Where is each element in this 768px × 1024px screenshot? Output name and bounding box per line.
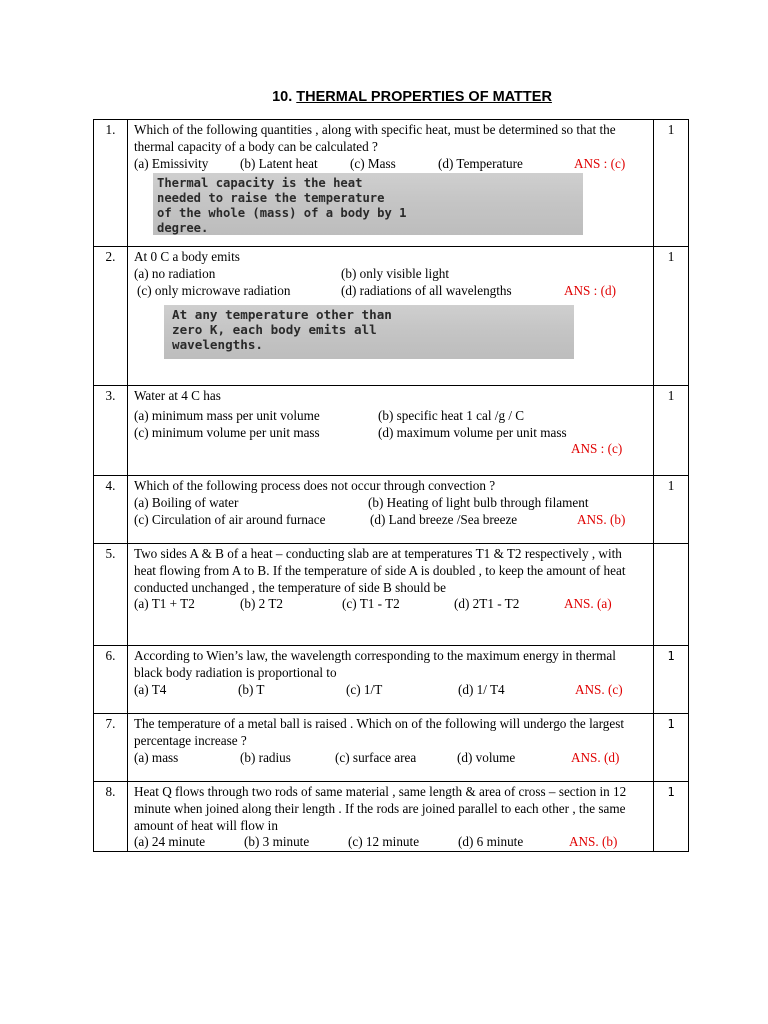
options-line — [134, 408, 647, 425]
marks: 1 — [654, 714, 689, 782]
scan-line: of the whole (mass) of a body by 1 — [157, 206, 407, 221]
marks: 1 — [654, 120, 689, 247]
options-line — [134, 750, 647, 767]
question-number: 5. — [94, 544, 128, 646]
options-line — [134, 425, 647, 442]
marks: 1 — [654, 247, 689, 386]
options-line — [134, 682, 647, 699]
option-b: (b) 3 minute — [244, 834, 310, 850]
marks — [654, 544, 689, 646]
question-row-2 — [94, 247, 689, 386]
question-stem: Which of the following quantities , along with specific heat, must be determined so that the thermal capacity of a body can be calculated ? — [134, 122, 616, 154]
question-row-3 — [94, 386, 689, 476]
marks: 1 — [654, 782, 689, 852]
page-title — [0, 89, 768, 105]
answer: ANS. (a) — [564, 596, 612, 612]
question-stem: The temperature of a metal ball is raised . Which on of the following will undergo the largest percentage increase ? — [134, 716, 624, 748]
answer: ANS. (d) — [571, 749, 620, 765]
option-c: (c) Circulation of air around furnace — [134, 511, 326, 527]
options-line — [134, 596, 647, 613]
marks: 1 — [654, 646, 689, 714]
question-cell — [128, 476, 654, 544]
question-cell — [128, 544, 654, 646]
option-b: (b) 2 T2 — [240, 596, 283, 612]
answer: ANS. (b) — [569, 834, 618, 850]
question-stem: Water at 4 C has — [134, 388, 221, 403]
explanation-scan-image — [164, 305, 574, 359]
question-stem: According to Wien’s law, the wavelength corresponding to the maximum energy in thermal black body radiation is proportional to — [134, 648, 616, 680]
scan-line: zero K, each body emits all — [172, 322, 377, 338]
question-row-4 — [94, 476, 689, 544]
marks: 1 — [654, 386, 689, 476]
question-number: 4. — [94, 476, 128, 544]
answer: ANS : (c) — [574, 155, 626, 171]
option-d: (d) Land breeze /Sea breeze — [370, 511, 518, 527]
question-cell — [128, 782, 654, 852]
option-d: (d) 1/ T4 — [458, 681, 505, 697]
option-a: (a) minimum mass per unit volume — [134, 407, 320, 423]
question-cell — [128, 247, 654, 386]
question-number: 3. — [94, 386, 128, 476]
option-a: (a) no radiation — [134, 265, 216, 281]
option-c: (c) T1 - T2 — [342, 596, 400, 612]
answer-line — [134, 441, 647, 458]
chapter-number: 10. — [272, 89, 293, 105]
question-number: 8. — [94, 782, 128, 852]
question-stem: Which of the following process does not occur through convection ? — [134, 478, 496, 493]
option-b: (b) only visible light — [341, 265, 450, 281]
option-a: (a) T4 — [134, 681, 167, 697]
question-cell — [128, 120, 654, 247]
question-number: 7. — [94, 714, 128, 782]
scan-line: degree. — [157, 221, 209, 236]
question-number: 1. — [94, 120, 128, 247]
question-stem: At 0 C a body emits — [134, 249, 240, 264]
option-c: (c) minimum volume per unit mass — [134, 424, 320, 440]
option-c: (c) Mass — [350, 155, 396, 171]
explanation-scan-image — [153, 173, 583, 235]
question-stem: Two sides A & B of a heat – conducting slab are at temperatures T1 & T2 respectively , with heat flowing from A to B. If the temperature of side A is doubled , to keep the amount of heat conducted unchanged , the temperature of side B should be — [134, 546, 626, 595]
options-line — [134, 834, 647, 851]
option-c: (c) 1/T — [346, 681, 383, 697]
questions-table — [93, 119, 689, 852]
option-d: (d) 2T1 - T2 — [454, 596, 520, 612]
option-a: (a) 24 minute — [134, 834, 206, 850]
option-c: (c) surface area — [335, 749, 417, 765]
option-a: (a) mass — [134, 749, 179, 765]
question-cell — [128, 646, 654, 714]
question-row-6 — [94, 646, 689, 714]
answer: ANS. (b) — [577, 511, 626, 527]
option-b: (b) T — [238, 681, 265, 697]
scan-line: Thermal capacity is the heat — [157, 176, 363, 191]
answer: ANS : (d) — [564, 282, 617, 298]
option-d: (d) maximum volume per unit mass — [378, 424, 567, 440]
question-row-7 — [94, 714, 689, 782]
question-row-5 — [94, 544, 689, 646]
option-b: (b) Heating of light bulb through filament — [368, 494, 589, 510]
chapter-title: THERMAL PROPERTIES OF MATTER — [296, 89, 552, 105]
option-b: (b) Latent heat — [240, 155, 318, 171]
options-line — [134, 156, 647, 173]
options-line — [134, 512, 647, 529]
option-a: (a) T1 + T2 — [134, 596, 195, 612]
option-c: (c) 12 minute — [348, 834, 420, 850]
option-d: (d) radiations of all wavelengths — [341, 282, 512, 298]
option-c: (c) only microwave radiation — [137, 282, 291, 298]
answer: ANS : (c) — [571, 441, 623, 457]
option-d: (d) volume — [457, 749, 516, 765]
scan-line: At any temperature other than — [172, 307, 392, 323]
options-line — [134, 283, 647, 300]
option-d: (d) 6 minute — [458, 834, 524, 850]
marks: 1 — [654, 476, 689, 544]
options-line — [134, 266, 647, 283]
answer: ANS. (c) — [575, 681, 623, 697]
option-b: (b) radius — [240, 749, 291, 765]
question-cell — [128, 714, 654, 782]
option-b: (b) specific heat 1 cal /g / C — [378, 407, 525, 423]
question-row-1 — [94, 120, 689, 247]
question-row-8 — [94, 782, 689, 852]
question-number: 2. — [94, 247, 128, 386]
question-number: 6. — [94, 646, 128, 714]
option-a: (a) Boiling of water — [134, 494, 239, 510]
option-a: (a) Emissivity — [134, 155, 209, 171]
options-line — [134, 495, 647, 512]
scan-line: wavelengths. — [172, 337, 263, 353]
option-d: (d) Temperature — [438, 155, 523, 171]
question-stem: Heat Q flows through two rods of same material , same length & area of cross – section in 12 minute when joined along their length . If the rods are joined parallel to each other , the same amount of heat will flow in — [134, 784, 627, 833]
question-cell — [128, 386, 654, 476]
scan-line: needed to raise the temperature — [157, 191, 385, 206]
